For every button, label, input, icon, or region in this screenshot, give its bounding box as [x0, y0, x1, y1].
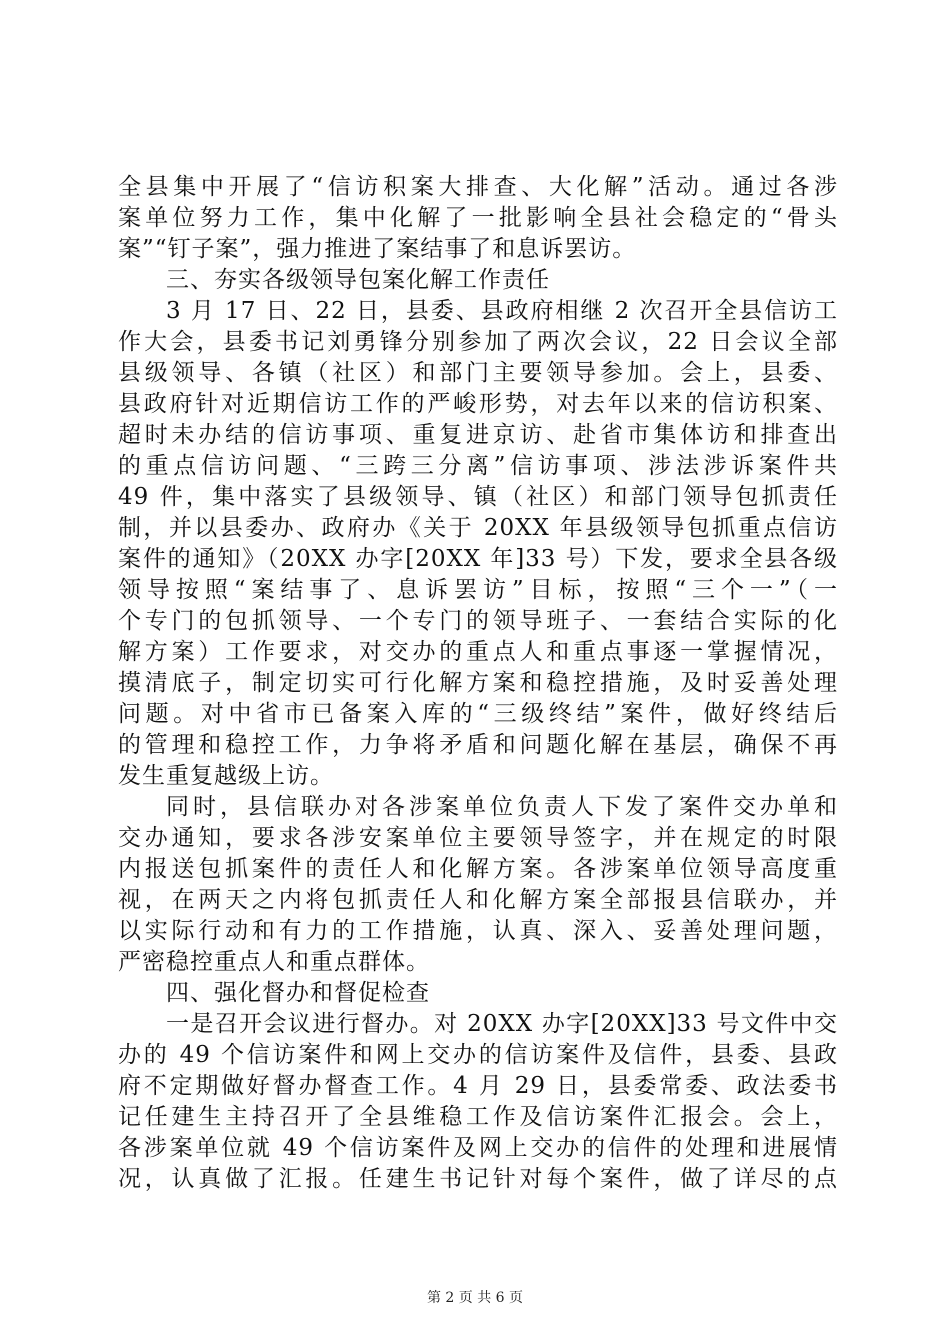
text-line: 问题。对中省市已备案入库的“三级终结”案件，做好终结后	[118, 701, 838, 727]
text-line: 记任建生主持召开了全县维稳工作及信访案件汇报会。会上，	[118, 1104, 838, 1130]
text-line: 四、强化督办和督促检查	[166, 980, 430, 1006]
text-line: 内报送包抓案件的责任人和化解方案。各涉案单位领导高度重	[118, 856, 838, 882]
text-line: 同时，县信联办对各涉案单位负责人下发了案件交办单和	[166, 794, 838, 820]
text-line: 的重点信访问题、“三跨三分离”信访事项、涉法涉诉案件共	[118, 453, 838, 479]
text-line: 视，在两天之内将包抓责任人和化解方案全部报县信联办，并	[118, 887, 838, 913]
text-line: 领导按照“案结事了、息诉罢访”目标，按照“三个一”（一	[118, 577, 838, 603]
text-line: 三、夯实各级领导包案化解工作责任	[166, 267, 550, 293]
text-line: 个专门的包抓领导、一个专门的领导班子、一套结合实际的化	[118, 608, 838, 634]
page-footer: 第 2 页 共 6 页	[426, 1290, 524, 1306]
text-line: 案”“钉子案”，强力推进了案结事了和息诉罢访。	[118, 236, 637, 262]
document-body	[118, 172, 838, 1195]
text-line: 摸清底子，制定切实可行化解方案和稳控措施，及时妥善处理	[118, 670, 838, 696]
text-line: 一是召开会议进行督办。对 20XX 办字[20XX]33 号文件中交	[166, 1011, 838, 1037]
text-line: 办的 49 个信访案件和网上交办的信访案件及信件，县委、县政	[118, 1042, 838, 1068]
text-line: 作大会，县委书记刘勇锋分别参加了两次会议，22 日会议全部	[118, 329, 838, 355]
text-line: 严密稳控重点人和重点群体。	[118, 949, 430, 975]
text-line: 以实际行动和有力的工作措施，认真、深入、妥善处理问题，	[118, 918, 838, 944]
text-line: 超时未办结的信访事项、重复进京访、赴省市集体访和排查出	[118, 422, 838, 448]
text-line: 制，并以县委办、政府办《关于 20XX 年县级领导包抓重点信访	[118, 515, 838, 541]
text-line: 案件的通知》（20XX 办字[20XX 年]33 号）下发，要求全县各级	[118, 546, 838, 572]
text-line: 交办通知，要求各涉安案单位主要领导签字，并在规定的时限	[118, 825, 838, 851]
text-line: 案单位努力工作，集中化解了一批影响全县社会稳定的“骨头	[118, 205, 838, 231]
text-line: 3 月 17 日、22 日，县委、县政府相继 2 次召开全县信访工	[166, 298, 838, 324]
text-line: 县级领导、各镇（社区）和部门主要领导参加。会上，县委、	[118, 360, 838, 386]
text-line: 49 件，集中落实了县级领导、镇（社区）和部门领导包抓责任	[118, 484, 838, 510]
text-line: 发生重复越级上访。	[118, 763, 334, 789]
text-line: 解方案）工作要求，对交办的重点人和重点事逐一掌握情况，	[118, 639, 838, 665]
text-line: 况，认真做了汇报。任建生书记针对每个案件，做了详尽的点	[118, 1166, 838, 1192]
text-line: 府不定期做好督办督查工作。4 月 29 日，县委常委、政法委书	[118, 1073, 838, 1099]
text-line: 各涉案单位就 49 个信访案件及网上交办的信件的处理和进展情	[118, 1135, 838, 1161]
text-line: 全县集中开展了“信访积案大排查、大化解”活动。通过各涉	[118, 174, 838, 200]
text-line: 的管理和稳控工作，力争将矛盾和问题化解在基层，确保不再	[118, 732, 838, 758]
text-line: 县政府针对近期信访工作的严峻形势，对去年以来的信访积案、	[118, 391, 838, 417]
